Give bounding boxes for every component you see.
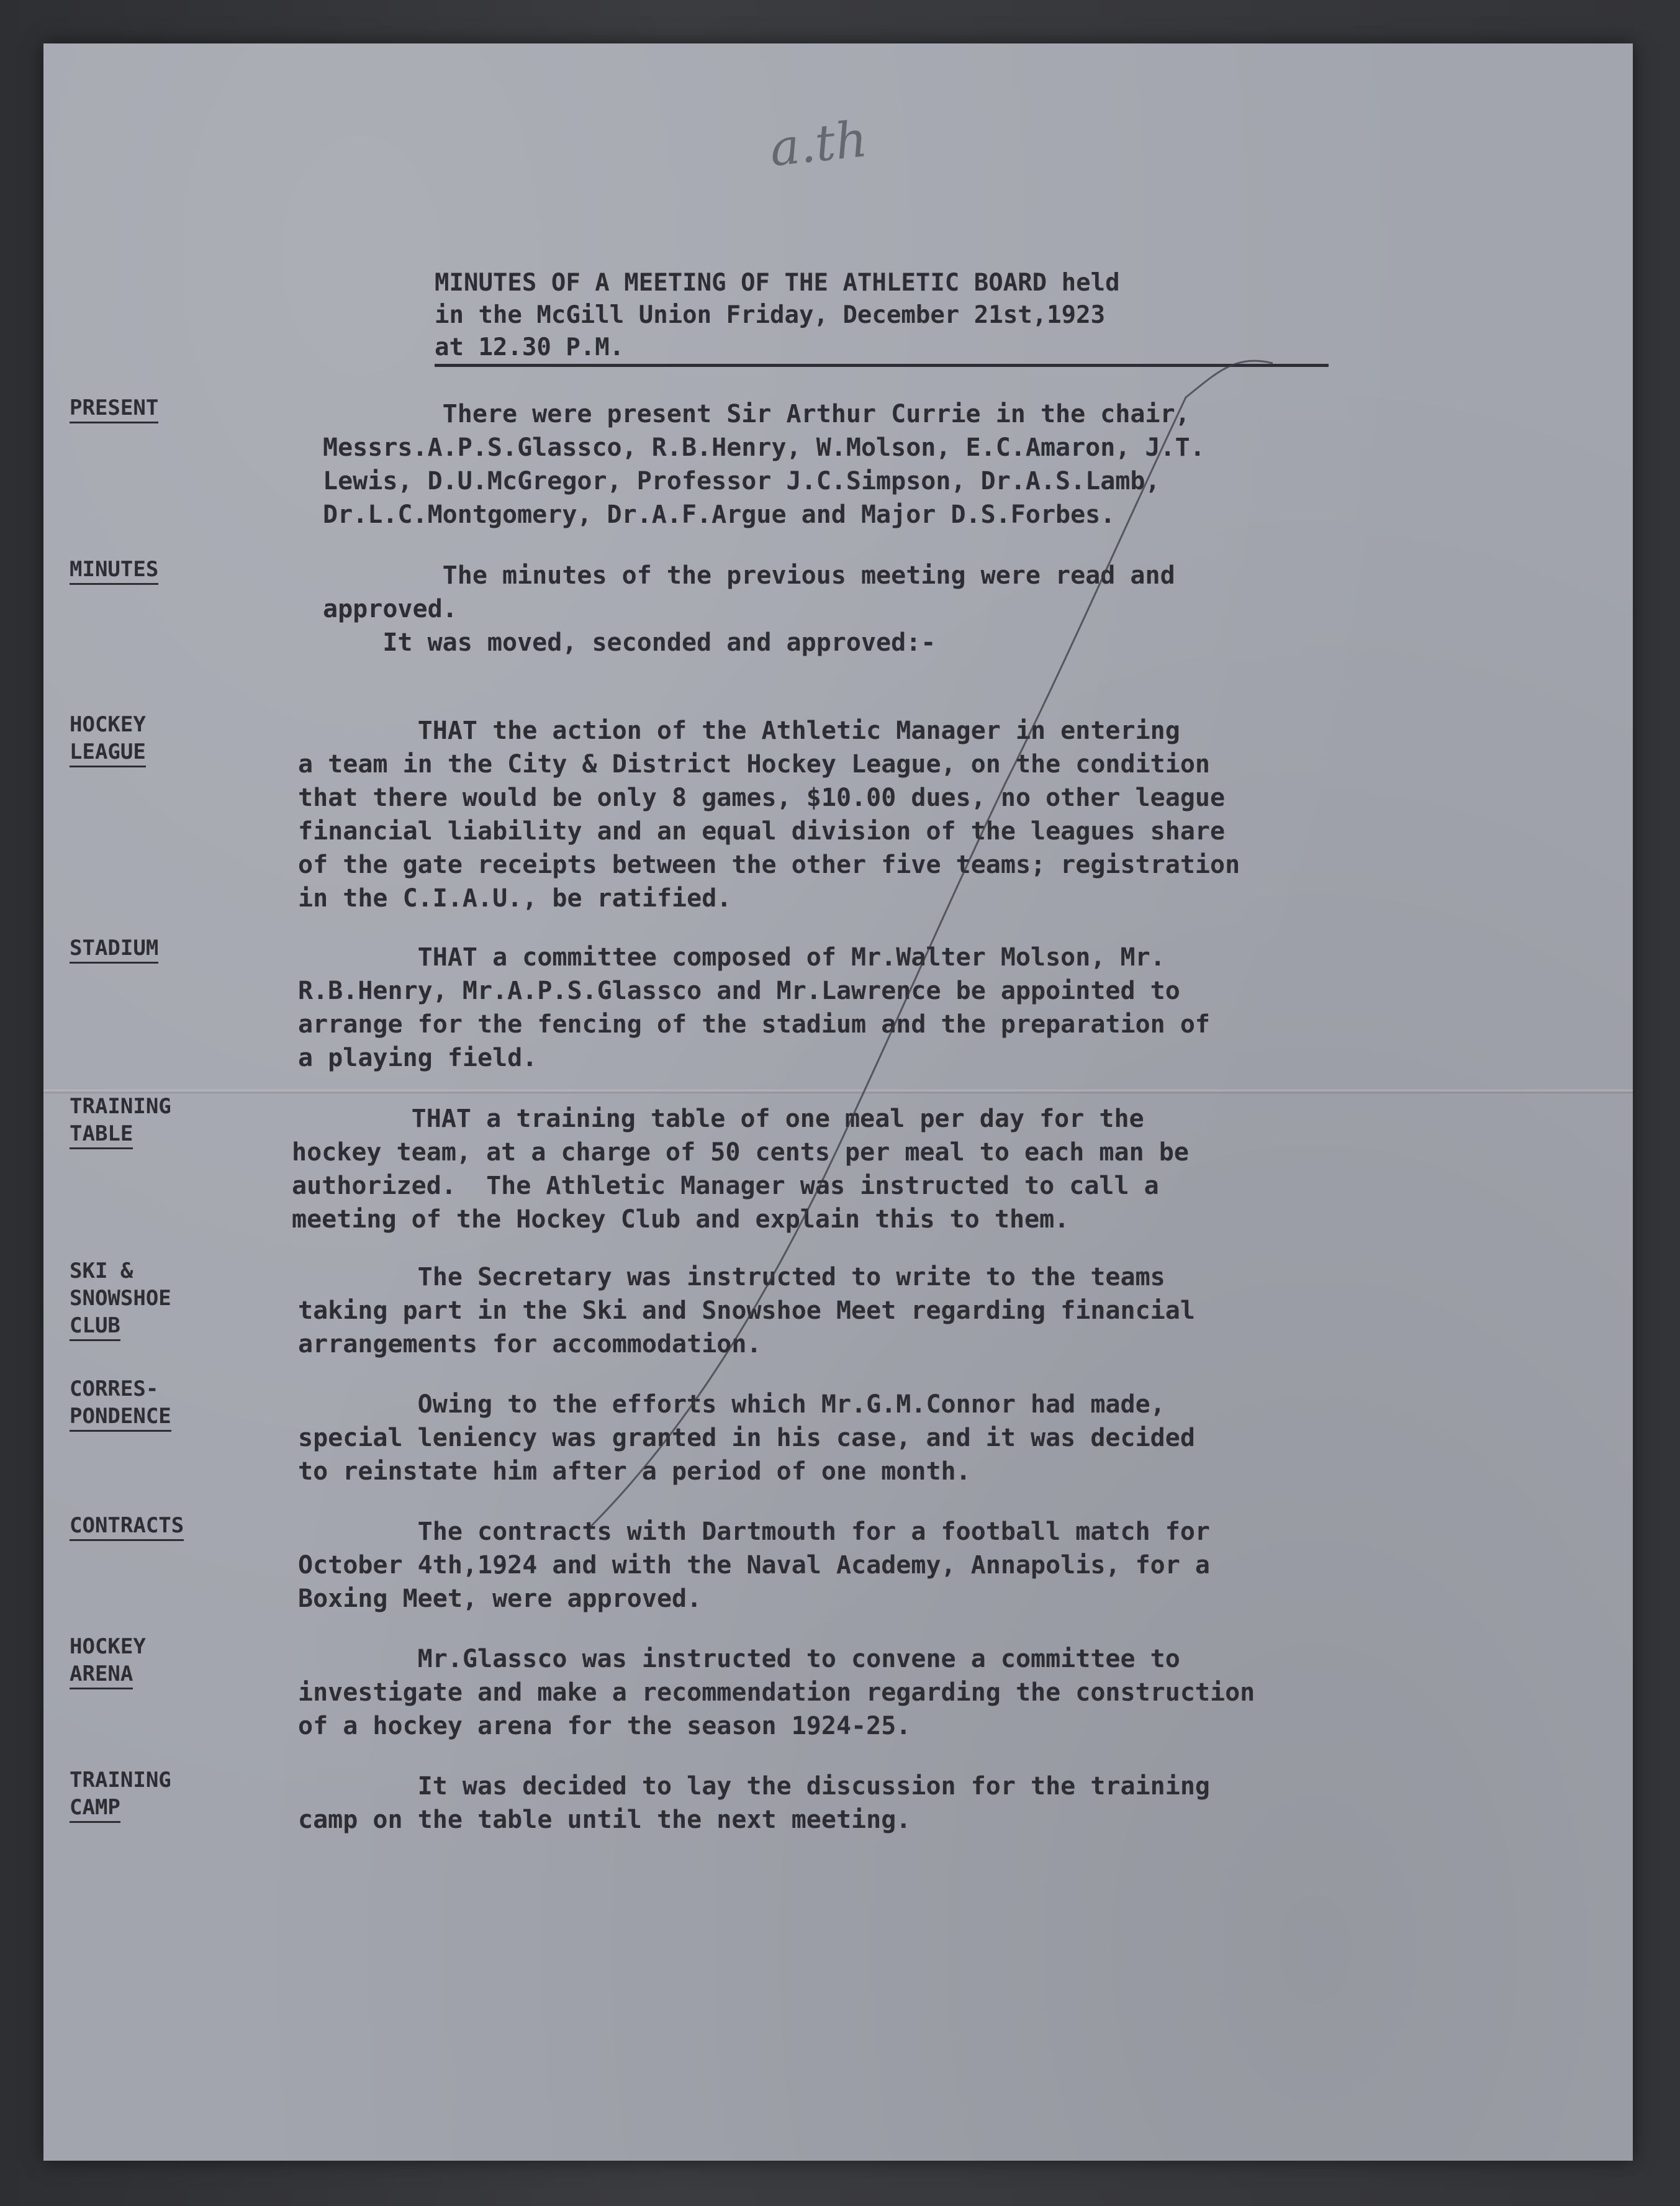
heading-line: MINUTES OF A MEETING OF THE ATHLETIC BOARD held xyxy=(435,269,1120,297)
margin-label-line: PRESENT xyxy=(70,394,158,423)
section-training-camp xyxy=(298,1770,1515,1837)
body-line: Lewis, D.U.McGregor, Professor J.C.Simpson, Dr.A.S.Lamb, xyxy=(323,467,1160,495)
margin-label-line: MINUTES xyxy=(70,556,158,585)
paper-fold xyxy=(43,1090,1633,1093)
margin-label-contracts xyxy=(70,1512,231,1541)
margin-label-line: CONTRACTS xyxy=(70,1512,184,1541)
body-line: THAT the action of the Athletic Manager in entering xyxy=(298,716,1180,745)
section-minutes xyxy=(323,559,1540,659)
body-line: arrangements for accommodation. xyxy=(298,1330,762,1358)
body-line: a playing field. xyxy=(298,1044,538,1072)
margin-label-present xyxy=(70,394,231,423)
margin-label-line: HOCKEY xyxy=(70,712,146,737)
body-line: Dr.L.C.Montgomery, Dr.A.F.Argue and Major D.S.Forbes. xyxy=(323,500,1116,529)
section-correspondence xyxy=(298,1388,1515,1488)
handwritten-initials: a.th xyxy=(767,110,870,178)
body-line: approved. xyxy=(323,595,458,623)
body-line: Messrs.A.P.S.Glassco, R.B.Henry, W.Molson, E.C.Amaron, J.T. xyxy=(323,433,1205,462)
section-ski-snowshoe xyxy=(298,1260,1515,1361)
body-line: investigate and make a recommendation regarding the construction xyxy=(298,1678,1255,1707)
body-line: Mr.Glassco was instructed to convene a committee to xyxy=(298,1645,1180,1673)
body-line: THAT a committee composed of Mr.Walter Molson, Mr. xyxy=(298,943,1165,972)
document-heading xyxy=(435,267,1329,367)
margin-label-hockey-league xyxy=(70,711,231,767)
section-stadium xyxy=(298,941,1515,1075)
body-line: October 4th,1924 and with the Naval Academy, Annapolis, for a xyxy=(298,1551,1211,1580)
margin-label-line: CAMP xyxy=(70,1794,120,1823)
margin-label-ski-snowshoe-club xyxy=(70,1257,231,1341)
body-line: It was decided to lay the discussion for the training xyxy=(298,1772,1211,1801)
body-line: of the gate receipts between the other five teams; registration xyxy=(298,851,1240,879)
heading-line: in the McGill Union Friday, December 21st,1923 xyxy=(435,301,1106,329)
body-line: financial liability and an equal division of the leagues share xyxy=(298,817,1226,846)
margin-label-line: CLUB xyxy=(70,1312,120,1341)
margin-label-line: CORRES- xyxy=(70,1376,159,1401)
body-line: The minutes of the previous meeting were read and xyxy=(323,561,1175,590)
body-line: Boxing Meet, were approved. xyxy=(298,1584,702,1613)
body-line: in the C.I.A.U., be ratified. xyxy=(298,884,732,913)
section-training-table xyxy=(292,1102,1509,1236)
margin-label-line: HOCKEY xyxy=(70,1634,146,1659)
body-line: The contracts with Dartmouth for a football match for xyxy=(298,1517,1211,1546)
heading-line: at 12.30 P.M. xyxy=(435,333,625,361)
section-hockey-arena xyxy=(298,1642,1515,1743)
section-hockey-league xyxy=(298,714,1515,915)
margin-label-line: PONDENCE xyxy=(70,1403,171,1432)
margin-label-training-camp xyxy=(70,1766,231,1823)
body-line: to reinstate him after a period of one month. xyxy=(298,1457,971,1486)
body-line: It was moved, seconded and approved:- xyxy=(323,628,936,657)
margin-label-line: LEAGUE xyxy=(70,738,146,767)
margin-label-line: ARENA xyxy=(70,1660,133,1689)
body-line: arrange for the fencing of the stadium and the preparation of xyxy=(298,1010,1211,1039)
margin-label-line: STADIUM xyxy=(70,934,158,964)
margin-label-line: SKI & xyxy=(70,1259,133,1283)
section-contracts xyxy=(298,1515,1515,1616)
body-line: camp on the table until the next meeting. xyxy=(298,1806,911,1834)
margin-label-hockey-arena xyxy=(70,1633,231,1689)
body-line: The Secretary was instructed to write to the teams xyxy=(298,1263,1165,1291)
body-line: that there would be only 8 games, $10.00 dues, no other league xyxy=(298,784,1226,812)
section-present xyxy=(323,397,1540,531)
body-line: There were present Sir Arthur Currie in the chair, xyxy=(323,400,1190,428)
margin-label-line: TRAINING xyxy=(70,1094,171,1119)
margin-label-line: TRAINING xyxy=(70,1768,171,1792)
body-line: special leniency was granted in his case, and it was decided xyxy=(298,1424,1195,1452)
body-line: authorized. The Athletic Manager was instructed to call a xyxy=(292,1172,1159,1200)
body-line: R.B.Henry, Mr.A.P.S.Glassco and Mr.Lawrence be appointed to xyxy=(298,977,1180,1005)
body-line: meeting of the Hockey Club and explain this to them. xyxy=(292,1205,1070,1234)
margin-label-minutes xyxy=(70,556,231,585)
margin-label-stadium xyxy=(70,934,231,964)
margin-label-line: TABLE xyxy=(70,1120,133,1149)
body-line: a team in the City & District Hockey League, on the condition xyxy=(298,750,1211,779)
margin-label-training-table xyxy=(70,1093,231,1149)
body-line: taking part in the Ski and Snowshoe Meet regarding financial xyxy=(298,1296,1195,1325)
body-line: hockey team, at a charge of 50 cents per meal to each man be xyxy=(292,1138,1189,1167)
margin-label-correspondence xyxy=(70,1375,231,1432)
margin-label-line: SNOWSHOE xyxy=(70,1286,171,1311)
body-line: of a hockey arena for the season 1924-25. xyxy=(298,1712,911,1740)
body-line: THAT a training table of one meal per day for the xyxy=(292,1105,1144,1133)
body-line: Owing to the efforts which Mr.G.M.Connor had made, xyxy=(298,1390,1165,1419)
